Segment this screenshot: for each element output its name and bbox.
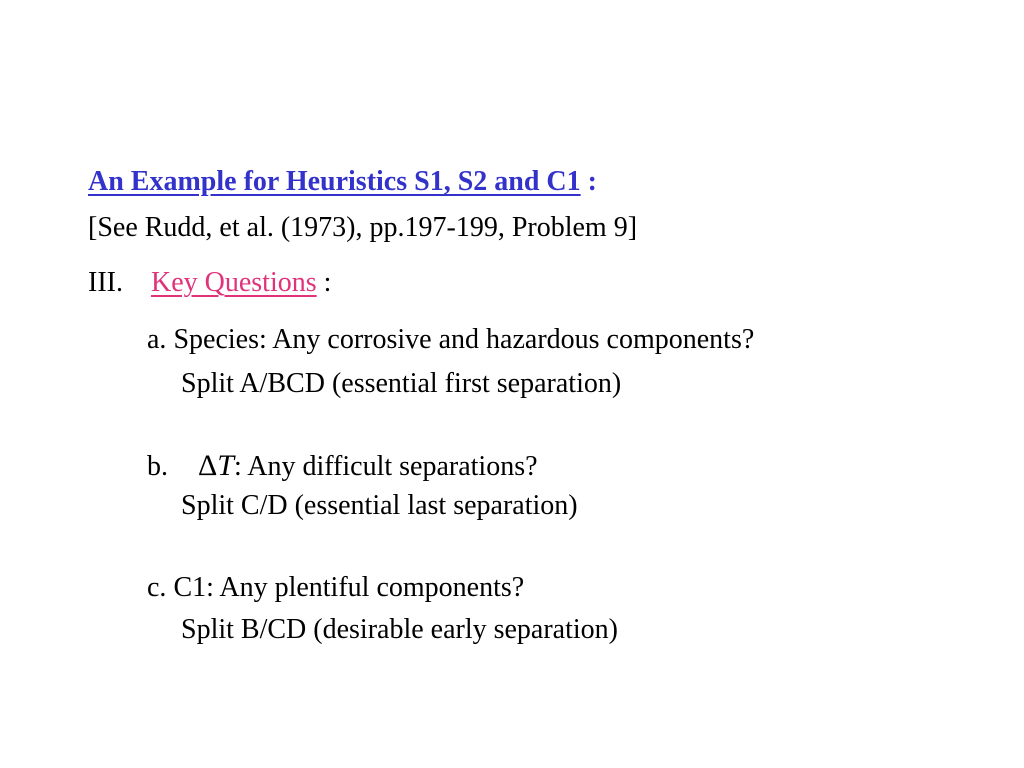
key-questions-link[interactable]: Key Questions: [150, 267, 317, 298]
reference-citation: [See Rudd, et al. (1973), pp.197-199, Problem 9]: [88, 212, 638, 243]
slide-title-colon: :: [580, 166, 597, 197]
delta-t-symbol: [198, 449, 234, 482]
question-a-prefix: a.: [147, 324, 167, 355]
section-heading-line: [88, 266, 331, 300]
section-heading-colon: :: [316, 267, 332, 298]
question-c-prefix: c.: [147, 572, 167, 603]
answer-b: Split C/D (essential last separation): [181, 490, 578, 521]
question-a: [147, 323, 754, 357]
answer-a: Split A/BCD (essential first separation): [181, 368, 622, 399]
slide-title-link[interactable]: An Example for Heuristics S1, S2 and C1: [88, 166, 581, 197]
question-c: [147, 571, 524, 605]
question-b: [147, 449, 538, 484]
slide-title-line: [88, 165, 597, 199]
answer-c: Split B/CD (desirable early separation): [181, 614, 618, 645]
question-c-text: C1: Any plentiful components?: [173, 572, 525, 603]
question-b-text: : Any difficult separations?: [233, 451, 538, 482]
t-variable: T: [217, 449, 234, 482]
section-number: III.: [88, 267, 123, 298]
question-a-text: Species: Any corrosive and hazardous components?: [173, 324, 755, 355]
delta-symbol: Δ: [198, 449, 218, 482]
question-b-prefix: b.: [147, 451, 168, 482]
